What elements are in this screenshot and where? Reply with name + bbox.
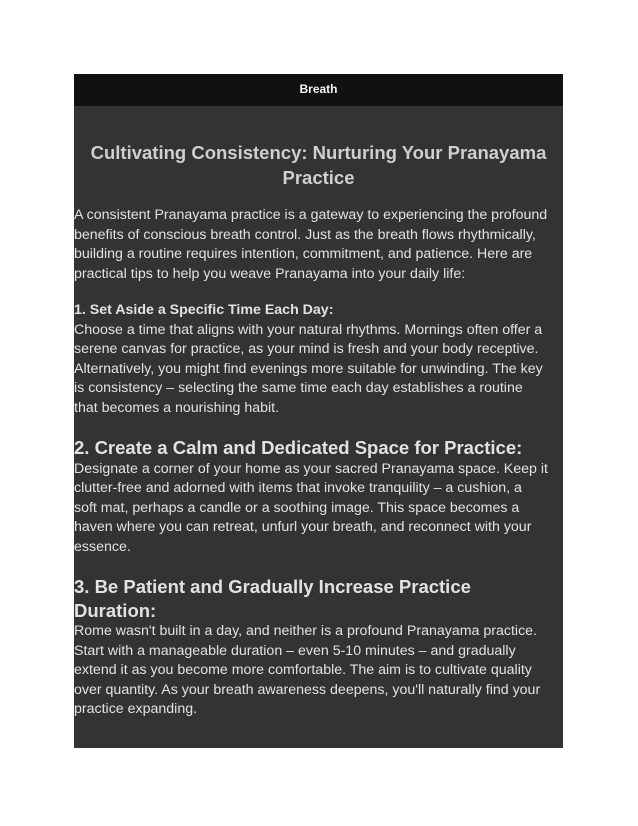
header-bar: Breath [74, 74, 563, 106]
section-3-heading: 3. Be Patient and Gradually Increase Practice Duration: [74, 576, 471, 621]
section-3-body: Rome wasn't built in a day, and neither is a profound Pranayama practice. Start with a manageable duration – even 5-10 minutes – and gradually extend it as you become more comfortable. The aim is to cultivate quality over quantity. As your breath awareness deepens, you'll naturally find your practice expanding. [74, 623, 541, 717]
article-title: Cultivating Consistency: Nurturing Your Pranayama Practice [90, 142, 547, 188]
article-card [74, 74, 563, 748]
section-2-body: Designate a corner of your home as your sacred Pranayama space. Keep it clutter-free and adorned with items that invoke tranquility – a cushion, a soft mat, perhaps a candle or a soothing image. This space becomes a haven where you can retreat, unfurl your breath, and reconnect with your essence. [74, 460, 548, 555]
section-2-heading: 2. Create a Calm and Dedicated Space for Practice: [74, 437, 523, 458]
section-1-body: Choose a time that aligns with your natural rhythms. Mornings often offer a serene canvas for practice, as your mind is fresh and your body receptive. Alternatively, you might find evenings more suitable for unwinding. The key is consistency – selecting the same time each day establishes a routine that becomes a nourishing habit. [74, 321, 543, 416]
intro-paragraph: A consistent Pranayama practice is a gateway to experiencing the profound benefits of conscious breath control. Just as the breath flows rhythmically, building a routine requires intention, commitment, and patience. Here are practical tips to help you weave Pranayama into your daily life: [74, 207, 548, 282]
section-1-heading: 1. Set Aside a Specific Time Each Day: [74, 302, 334, 318]
